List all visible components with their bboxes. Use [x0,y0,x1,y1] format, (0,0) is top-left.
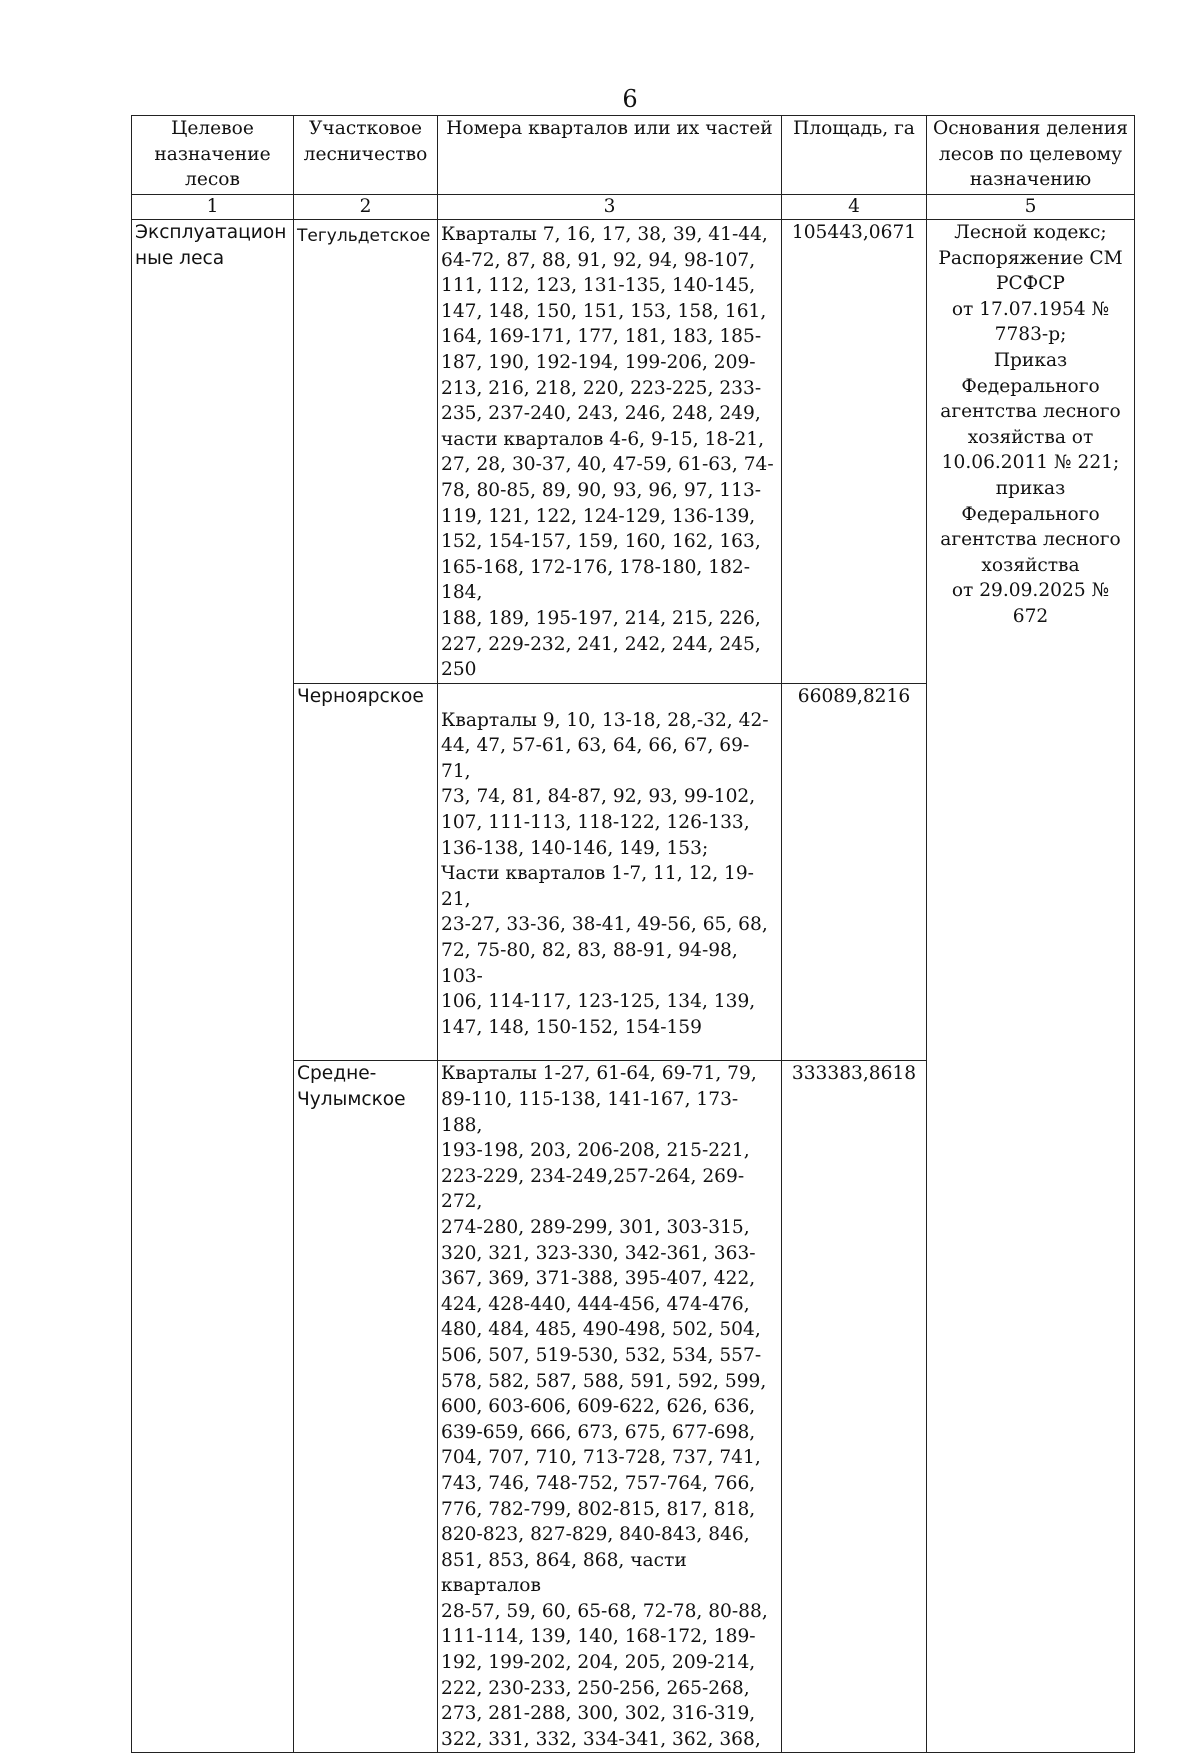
forestry-name: Тегульдетское [294,220,438,684]
page-number: 6 [622,85,638,113]
column-number: 2 [294,195,438,220]
header-forestry: Участковое лесничество [294,116,438,195]
forest-division-table [131,115,1135,1753]
area-cell: 66089,8216 [782,683,927,1061]
column-number: 3 [438,195,782,220]
table-row [132,220,1135,684]
quarters-cell: Кварталы 1-27, 61-64, 69-71, 79, 89-110, 115-138, 141-167, 173-188, 193-198, 203, 206-208, 215-221, 223-229, 234-249,257-264, 269-272, 274-280, 289-299, 301, 303-315, 320, 321, 323-330, 342-361, 363- 367, 369, 371-388, 395-407, 422, 424, 428-440, 444-456, 474-476, 480, 484, 485, 490-498, 502, 504, 506, 507, 519-530, 532, 534, 557- 578, 582, 587, 588, 591, 592, 599, 600, 603-606, 609-622, 626, 636, 639-659, 666, 673, 675, 677-698, 704, 707, 710, 713-728, 737, 741, 743, 746, 748-752, 757-764, 766, 776, 782-799, 802-815, 817, 818, 820-823, 827-829, 840-843, 846, 851, 853, 864, 868, части кварталов 28-57, 59, 60, 65-68, 72-78, 80-88, 111-114, 139, 140, 168-172, 189- 192, 199-202, 204, 205, 209-214, 222, 230-233, 250-256, 265-268, 273, 281-288, 300, 302, 316-319, 322, 331, 332, 334-341, 362, 368, [438,1061,782,1753]
quarters-cell: Кварталы 7, 16, 17, 38, 39, 41-44, 64-72, 87, 88, 91, 92, 94, 98-107, 111, 112, 123, 131-135, 140-145, 147, 148, 150, 151, 153, 158, 161, 164, 169-171, 177, 181, 183, 185- 187, 190, 192-194, 199-206, 209- 213, 216, 218, 220, 223-225, 233- 235, 237-240, 243, 246, 248, 249, части кварталов 4-6, 9-15, 18-21, 27, 28, 30-37, 40, 47-59, 61-63, 74- 78, 80-85, 89, 90, 93, 96, 97, 113- 119, 121, 122, 124-129, 136-139, 152, 154-157, 159, 160, 162, 163, 165-168, 172-176, 178-180, 182-184, 188, 189, 195-197, 214, 215, 226, 227, 229-232, 241, 242, 244, 245, 250 [438,220,782,684]
column-number: 5 [927,195,1135,220]
area-cell: 105443,0671 [782,220,927,684]
forestry-name: Средне- Чулымское [294,1061,438,1753]
column-number: 1 [132,195,294,220]
header-purpose: Целевое назначение лесов [132,116,294,195]
forestry-name: Черноярское [294,683,438,1061]
column-number-row [132,195,1135,220]
quarters-cell: Кварталы 9, 10, 13-18, 28,-32, 42- 44, 47, 57-61, 63, 64, 66, 67, 69-71, 73, 74, 81, 84-87, 92, 93, 99-102, 107, 111-113, 118-122, 126-133, 136-138, 140-146, 149, 153; Части кварталов 1-7, 11, 12, 19-21, 23-27, 33-36, 38-41, 49-56, 65, 68, 72, 75-80, 82, 83, 88-91, 94-98, 103- 106, 114-117, 123-125, 134, 139, 147, 148, 150-152, 154-159 [438,683,782,1061]
header-basis: Основания деления лесов по целевому назначению [927,116,1135,195]
header-area: Площадь, га [782,116,927,195]
area-cell: 333383,8618 [782,1061,927,1753]
purpose-cell: Эксплуатацион ные леса [132,220,294,1753]
header-quarters: Номера кварталов или их частей [438,116,782,195]
column-number: 4 [782,195,927,220]
table-header-row [132,116,1135,195]
basis-cell: Лесной кодекс; Распоряжение СМ РСФСР от 17.07.1954 № 7783-р; Приказ Федерального агентства лесного хозяйства от 10.06.2011 № 221; приказ Федерального агентства лесного хозяйства от 29.09.2025 № 672 [927,220,1135,1753]
